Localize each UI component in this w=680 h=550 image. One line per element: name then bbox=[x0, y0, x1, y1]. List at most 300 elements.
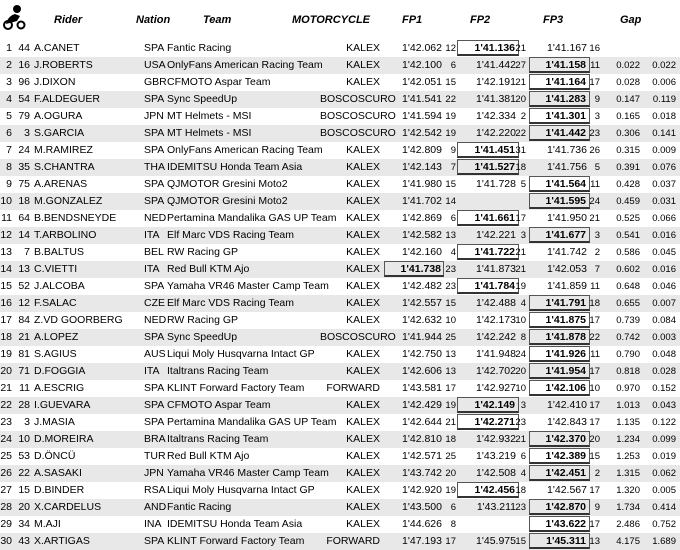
nation-code: RSA bbox=[144, 484, 166, 496]
fp1-laps: 13 bbox=[445, 349, 456, 360]
motorcycle: KALEX bbox=[346, 348, 380, 360]
gap-first: 0.541 bbox=[616, 230, 640, 241]
table-row bbox=[0, 278, 680, 295]
rider-name: J.DIXON bbox=[34, 76, 76, 88]
table-row bbox=[0, 57, 680, 74]
team-name: Liqui Moly Husqvarna Intact GP bbox=[167, 484, 315, 496]
fp3-laps: 3 bbox=[594, 230, 600, 241]
fp2-laps: 20 bbox=[515, 366, 526, 377]
header-rider: Rider bbox=[54, 14, 83, 26]
rider-name: A.LOPEZ bbox=[34, 331, 79, 343]
rider-name: F.ALDEGUER bbox=[34, 93, 100, 105]
gap-previous: 0.045 bbox=[652, 247, 676, 258]
fp2-time: 1'41.728 bbox=[476, 178, 516, 190]
motorcycle: KALEX bbox=[346, 399, 380, 411]
rider-name: X.ARTIGAS bbox=[34, 535, 90, 547]
fp2-laps: 2 bbox=[520, 111, 526, 122]
fp3-time: 1'41.164 bbox=[529, 74, 590, 90]
gap-previous: 0.076 bbox=[652, 162, 676, 173]
fp2-laps: 18 bbox=[515, 162, 526, 173]
fp2-time: 1'41.661 bbox=[457, 210, 519, 226]
motorcycle: KALEX bbox=[346, 212, 380, 224]
team-name: Italtrans Racing Team bbox=[167, 365, 269, 377]
fp2-laps: 23 bbox=[515, 417, 526, 428]
fp3-laps: 17 bbox=[589, 366, 600, 377]
fp2-time: 1'41.873 bbox=[476, 263, 516, 275]
team-name: Yamaha VR46 Master Camp Team bbox=[167, 467, 329, 479]
pos-cell: 17 bbox=[0, 314, 12, 326]
table-row bbox=[0, 295, 680, 312]
rider-number: 81 bbox=[18, 348, 30, 360]
fp3-laps: 9 bbox=[594, 502, 600, 513]
rider-name: S.AGIUS bbox=[34, 348, 77, 360]
fp1-time: 1'42.606 bbox=[402, 365, 442, 377]
team-name: MT Helmets - MSI bbox=[167, 110, 252, 122]
fp2-time: 1'42.149 bbox=[457, 397, 519, 413]
pos-cell: 10 bbox=[0, 195, 12, 207]
fp1-time: 1'42.644 bbox=[402, 416, 442, 428]
gap-previous: 0.016 bbox=[652, 230, 676, 241]
fp2-laps: 22 bbox=[515, 128, 526, 139]
pos-cell: 12 bbox=[0, 229, 12, 241]
fp1-time: 1'47.193 bbox=[402, 535, 442, 547]
nation-code: THA bbox=[144, 161, 165, 173]
gap-first: 0.306 bbox=[616, 128, 640, 139]
team-name: Fantic Racing bbox=[167, 501, 232, 513]
rider-number: 16 bbox=[18, 59, 30, 71]
pos-cell: 4 bbox=[6, 93, 12, 105]
nation-code: TUR bbox=[144, 450, 166, 462]
fp2-time: 1'42.242 bbox=[476, 331, 516, 343]
gap-previous: 0.141 bbox=[652, 128, 676, 139]
fp2-time: 1'41.784 bbox=[457, 278, 519, 294]
gap-first: 1.253 bbox=[616, 451, 640, 462]
fp2-laps: 21 bbox=[515, 247, 526, 258]
fp1-laps: 15 bbox=[445, 77, 456, 88]
gap-first: 0.028 bbox=[616, 77, 640, 88]
motorcycle: KALEX bbox=[346, 144, 380, 156]
gap-first: 0.147 bbox=[616, 94, 640, 105]
motorcycle: KALEX bbox=[346, 416, 380, 428]
fp1-time: 1'41.541 bbox=[402, 93, 442, 105]
motorcycle: KALEX bbox=[346, 195, 380, 207]
table-row bbox=[0, 125, 680, 142]
table-row bbox=[0, 533, 680, 550]
table-row bbox=[0, 448, 680, 465]
gap-first: 4.175 bbox=[616, 536, 640, 547]
rider-name: A.CANET bbox=[34, 42, 80, 54]
motorcycle: BOSCOSCURO bbox=[320, 127, 396, 139]
gap-previous: 0.016 bbox=[652, 264, 676, 275]
fp1-time: 1'42.750 bbox=[402, 348, 442, 360]
fp2-laps: 17 bbox=[515, 213, 526, 224]
rider-number: 75 bbox=[18, 178, 30, 190]
fp1-laps: 19 bbox=[445, 400, 456, 411]
rider-number: 28 bbox=[18, 399, 30, 411]
rider-number: 7 bbox=[24, 246, 30, 258]
fp1-time: 1'42.632 bbox=[402, 314, 442, 326]
fp1-time: 1'42.571 bbox=[402, 450, 442, 462]
pos-cell: 13 bbox=[0, 246, 12, 258]
gap-previous: 0.007 bbox=[652, 298, 676, 309]
gap-first: 0.022 bbox=[616, 60, 640, 71]
team-name: OnlyFans American Racing Team bbox=[167, 144, 323, 156]
fp3-laps: 11 bbox=[590, 179, 600, 190]
pos-cell: 29 bbox=[0, 518, 12, 530]
gap-previous: 0.084 bbox=[652, 315, 676, 326]
rider-name: A.ARENAS bbox=[34, 178, 88, 190]
rider-number: 20 bbox=[18, 501, 30, 513]
team-name: CFMOTO Aspar Team bbox=[167, 76, 271, 88]
header-team: Team bbox=[203, 14, 232, 26]
gap-previous: 0.005 bbox=[652, 485, 676, 496]
table-row bbox=[0, 159, 680, 176]
fp2-time: 1'42.173 bbox=[476, 314, 516, 326]
motorcycle: KALEX bbox=[346, 246, 380, 258]
table-row bbox=[0, 329, 680, 346]
fp3-time: 1'41.158 bbox=[529, 57, 590, 73]
fp3-time: 1'41.756 bbox=[547, 161, 587, 173]
fp3-laps: 2 bbox=[594, 468, 600, 479]
fp2-time: 1'42.702 bbox=[476, 365, 516, 377]
motorcycle: BOSCOSCURO bbox=[320, 93, 396, 105]
fp2-time: 1'41.381 bbox=[476, 93, 516, 105]
team-name: QJMOTOR Gresini Moto2 bbox=[167, 178, 288, 190]
gap-previous: 0.099 bbox=[652, 434, 676, 445]
fp3-time: 1'41.595 bbox=[529, 193, 590, 209]
team-name: Italtrans Racing Team bbox=[167, 433, 269, 445]
team-name: KLINT Forward Factory Team bbox=[167, 382, 305, 394]
fp2-time: 1'42.221 bbox=[476, 229, 516, 241]
rider-name: T.ARBOLINO bbox=[34, 229, 97, 241]
fp3-time: 1'42.567 bbox=[547, 484, 587, 496]
nation-code: ITA bbox=[144, 263, 160, 275]
fp3-time: 1'42.410 bbox=[547, 399, 587, 411]
gap-previous: 0.122 bbox=[652, 417, 676, 428]
motorcycle: KALEX bbox=[346, 229, 380, 241]
team-name: Sync SpeedUp bbox=[167, 93, 238, 105]
rider-name: S.CHANTRA bbox=[34, 161, 95, 173]
motorcycle: BOSCOSCURO bbox=[320, 110, 396, 122]
fp1-laps: 10 bbox=[445, 315, 456, 326]
fp3-laps: 11 bbox=[590, 60, 600, 71]
gap-first: 0.602 bbox=[616, 264, 640, 275]
gap-first: 0.648 bbox=[616, 281, 640, 292]
team-name: CFMOTO Aspar Team bbox=[167, 399, 271, 411]
pos-cell: 11 bbox=[1, 212, 12, 224]
table-row bbox=[0, 414, 680, 431]
rider-number: 43 bbox=[18, 535, 30, 547]
gap-previous: 0.009 bbox=[652, 145, 676, 156]
fp1-laps: 19 bbox=[445, 485, 456, 496]
header-motorcycle: MOTORCYCLE bbox=[292, 14, 371, 26]
gap-previous: 0.066 bbox=[652, 213, 676, 224]
gap-first: 1.315 bbox=[616, 468, 640, 479]
nation-code: ITA bbox=[144, 365, 160, 377]
fp1-laps: 23 bbox=[445, 264, 456, 275]
nation-code: ITA bbox=[144, 229, 160, 241]
fp3-laps: 18 bbox=[589, 298, 600, 309]
fp1-time: 1'41.738 bbox=[384, 261, 444, 277]
motorcycle: KALEX bbox=[346, 178, 380, 190]
gap-first: 0.655 bbox=[616, 298, 640, 309]
pos-cell: 7 bbox=[6, 144, 12, 156]
rider-number: 15 bbox=[18, 484, 30, 496]
fp3-time: 1'41.283 bbox=[529, 91, 590, 107]
gap-first: 0.428 bbox=[616, 179, 640, 190]
fp3-laps: 22 bbox=[589, 332, 600, 343]
fp3-time: 1'42.106 bbox=[529, 380, 590, 396]
gap-previous: 0.028 bbox=[652, 366, 676, 377]
motorcycle: KALEX bbox=[346, 263, 380, 275]
fp2-laps: 10 bbox=[515, 383, 526, 394]
fp1-time: 1'41.980 bbox=[402, 178, 442, 190]
team-name: Fantic Racing bbox=[167, 42, 232, 54]
team-name: QJMOTOR Gresini Moto2 bbox=[167, 195, 288, 207]
pos-cell: 26 bbox=[0, 467, 12, 479]
fp2-laps: 5 bbox=[520, 179, 526, 190]
nation-code: SPA bbox=[144, 280, 165, 292]
fp1-time: 1'43.500 bbox=[402, 501, 442, 513]
motorcycle: KALEX bbox=[346, 314, 380, 326]
fp1-time: 1'42.482 bbox=[402, 280, 442, 292]
fp2-time: 1'45.975 bbox=[476, 535, 516, 547]
nation-code: AND bbox=[144, 501, 167, 513]
gap-previous: 0.006 bbox=[652, 77, 676, 88]
fp3-time: 1'43.622 bbox=[529, 516, 590, 532]
header-gap: Gap bbox=[620, 14, 642, 26]
nation-code: BEL bbox=[144, 246, 164, 258]
fp3-laps: 16 bbox=[589, 43, 600, 54]
motorcycle: BOSCOSCURO bbox=[320, 331, 396, 343]
gap-previous: 0.752 bbox=[652, 519, 676, 530]
rider-name: M.GONZALEZ bbox=[34, 195, 103, 207]
fp1-laps: 6 bbox=[450, 213, 456, 224]
rider-number: 14 bbox=[18, 229, 30, 241]
fp2-laps: 6 bbox=[520, 451, 526, 462]
fp2-time: 1'42.508 bbox=[476, 467, 516, 479]
gap-previous: 0.037 bbox=[652, 179, 676, 190]
pos-cell: 9 bbox=[6, 178, 12, 190]
fp2-time: 1'41.451 bbox=[457, 142, 519, 158]
nation-code: BRA bbox=[144, 433, 166, 445]
fp3-laps: 17 bbox=[589, 417, 600, 428]
nation-code: SPA bbox=[144, 382, 165, 394]
team-name: Yamaha VR46 Master Camp Team bbox=[167, 280, 329, 292]
fp3-laps: 23 bbox=[589, 128, 600, 139]
fp1-time: 1'42.582 bbox=[402, 229, 442, 241]
rider-number: 64 bbox=[18, 212, 30, 224]
fp1-laps: 12 bbox=[445, 43, 456, 54]
rider-name: S.GARCIA bbox=[34, 127, 85, 139]
rider-name: J.ALCOBA bbox=[34, 280, 85, 292]
fp1-laps: 17 bbox=[445, 536, 456, 547]
fp3-laps: 26 bbox=[589, 145, 600, 156]
fp3-time: 1'41.742 bbox=[547, 246, 587, 258]
gap-first: 2.486 bbox=[616, 519, 640, 530]
fp1-time: 1'42.920 bbox=[402, 484, 442, 496]
rider-number: 24 bbox=[18, 144, 30, 156]
rider-name: X.CARDELUS bbox=[34, 501, 102, 513]
fp2-laps: 3 bbox=[520, 230, 526, 241]
table-row bbox=[0, 312, 680, 329]
nation-code: SPA bbox=[144, 42, 165, 54]
fp2-time: 1'42.191 bbox=[476, 76, 516, 88]
rider-name: J.ROBERTS bbox=[34, 59, 93, 71]
fp2-time: 1'41.442 bbox=[476, 59, 516, 71]
fp3-laps: 5 bbox=[594, 162, 600, 173]
fp3-time: 1'45.311 bbox=[529, 533, 590, 549]
fp1-laps: 23 bbox=[445, 281, 456, 292]
gap-previous: 0.022 bbox=[652, 60, 676, 71]
fp2-time: 1'42.271 bbox=[457, 414, 519, 430]
fp2-laps: 24 bbox=[515, 349, 526, 360]
fp3-time: 1'42.053 bbox=[547, 263, 587, 275]
fp1-laps: 9 bbox=[450, 145, 456, 156]
rider-number: 54 bbox=[18, 93, 30, 105]
fp1-laps: 14 bbox=[445, 196, 456, 207]
fp1-laps: 22 bbox=[445, 94, 456, 105]
gap-previous: 0.003 bbox=[652, 332, 676, 343]
fp3-time: 1'41.736 bbox=[547, 144, 587, 156]
fp1-time: 1'42.809 bbox=[402, 144, 442, 156]
fp1-time: 1'41.594 bbox=[402, 110, 442, 122]
fp3-time: 1'41.875 bbox=[529, 312, 590, 328]
fp3-time: 1'41.167 bbox=[547, 42, 587, 54]
rider-number: 84 bbox=[18, 314, 30, 326]
fp3-laps: 17 bbox=[589, 77, 600, 88]
gap-previous: 0.031 bbox=[652, 196, 676, 207]
fp2-laps: 19 bbox=[515, 281, 526, 292]
rider-number: 44 bbox=[18, 42, 30, 54]
rider-number: 12 bbox=[18, 297, 30, 309]
fp3-time: 1'42.843 bbox=[547, 416, 587, 428]
gap-first: 1.234 bbox=[616, 434, 640, 445]
fp2-laps: 21 bbox=[515, 77, 526, 88]
team-name: Pertamina Mandalika GAS UP Team bbox=[167, 212, 337, 224]
fp1-time: 1'42.557 bbox=[402, 297, 442, 309]
team-name: RW Racing GP bbox=[167, 246, 238, 258]
fp3-time: 1'41.954 bbox=[529, 363, 590, 379]
fp1-laps: 7 bbox=[450, 162, 456, 173]
rider-number: 3 bbox=[24, 127, 30, 139]
table-row bbox=[0, 431, 680, 448]
fp2-laps: 20 bbox=[515, 94, 526, 105]
fp1-time: 1'42.869 bbox=[402, 212, 442, 224]
rider-name: D.MOREIRA bbox=[34, 433, 94, 445]
team-name: Liqui Moly Husqvarna Intact GP bbox=[167, 348, 315, 360]
pos-cell: 28 bbox=[0, 501, 12, 513]
motorcycle: KALEX bbox=[346, 501, 380, 513]
table-row bbox=[0, 227, 680, 244]
fp1-laps: 15 bbox=[445, 179, 456, 190]
nation-code: GBR bbox=[144, 76, 167, 88]
fp1-laps: 17 bbox=[445, 383, 456, 394]
fp2-laps: 4 bbox=[520, 468, 526, 479]
fp2-time: 1'42.334 bbox=[476, 110, 516, 122]
pos-cell: 30 bbox=[0, 535, 12, 547]
pos-cell: 15 bbox=[0, 280, 12, 292]
fp3-time: 1'42.389 bbox=[529, 448, 590, 464]
team-name: Pertamina Mandalika GAS UP Team bbox=[167, 416, 337, 428]
rider-name: B.BALTUS bbox=[34, 246, 84, 258]
table-row bbox=[0, 380, 680, 397]
nation-code: AUS bbox=[144, 348, 166, 360]
team-name: OnlyFans American Racing Team bbox=[167, 59, 323, 71]
pos-cell: 27 bbox=[0, 484, 12, 496]
gap-previous: 0.018 bbox=[652, 111, 676, 122]
fp3-laps: 20 bbox=[589, 434, 600, 445]
pos-cell: 22 bbox=[0, 399, 12, 411]
fp1-laps: 4 bbox=[450, 247, 456, 258]
fp3-time: 1'41.564 bbox=[529, 176, 590, 192]
fp3-time: 1'41.926 bbox=[529, 346, 590, 362]
fp2-time: 1'42.932 bbox=[476, 433, 516, 445]
pos-cell: 21 bbox=[0, 382, 12, 394]
fp2-time: 1'42.488 bbox=[476, 297, 516, 309]
fp1-time: 1'42.810 bbox=[402, 433, 442, 445]
fp1-laps: 25 bbox=[445, 451, 456, 462]
fp2-laps: 21 bbox=[515, 43, 526, 54]
motorcycle-rider-icon bbox=[2, 4, 26, 30]
team-name: Red Bull KTM Ajo bbox=[167, 450, 250, 462]
gap-previous: 0.152 bbox=[652, 383, 676, 394]
table-row bbox=[0, 210, 680, 227]
nation-code: SPA bbox=[144, 416, 165, 428]
gap-first: 0.525 bbox=[616, 213, 640, 224]
fp3-laps: 21 bbox=[589, 213, 600, 224]
fp3-laps: 24 bbox=[589, 196, 600, 207]
rider-name: J.MASIA bbox=[34, 416, 75, 428]
fp3-laps: 7 bbox=[594, 264, 600, 275]
pos-cell: 25 bbox=[0, 450, 12, 462]
rider-number: 11 bbox=[19, 382, 30, 394]
fp2-laps: 31 bbox=[515, 145, 526, 156]
fp2-time: 1'41.527 bbox=[457, 159, 519, 175]
nation-code: SPA bbox=[144, 331, 165, 343]
team-name: KLINT Forward Factory Team bbox=[167, 535, 305, 547]
pos-cell: 20 bbox=[0, 365, 12, 377]
rider-name: I.GUEVARA bbox=[34, 399, 91, 411]
fp1-time: 1'43.581 bbox=[402, 382, 442, 394]
gap-first: 1.013 bbox=[616, 400, 640, 411]
fp2-laps: 21 bbox=[515, 434, 526, 445]
fp1-laps: 15 bbox=[445, 298, 456, 309]
fp3-laps: 17 bbox=[589, 315, 600, 326]
nation-code: SPA bbox=[144, 127, 165, 139]
fp1-time: 1'43.742 bbox=[402, 467, 442, 479]
rider-name: A.SASAKI bbox=[34, 467, 82, 479]
team-name: Elf Marc VDS Racing Team bbox=[167, 297, 295, 309]
fp3-laps: 17 bbox=[589, 519, 600, 530]
rider-number: 52 bbox=[18, 280, 30, 292]
motorcycle: KALEX bbox=[346, 484, 380, 496]
fp3-laps: 11 bbox=[590, 281, 600, 292]
fp2-time: 1'42.927 bbox=[476, 382, 516, 394]
table-row bbox=[0, 142, 680, 159]
nation-code: SPA bbox=[144, 535, 165, 547]
rider-name: A.ESCRIG bbox=[34, 382, 85, 394]
gap-first: 0.165 bbox=[616, 111, 640, 122]
motorcycle: KALEX bbox=[346, 280, 380, 292]
fp1-laps: 19 bbox=[445, 128, 456, 139]
motorcycle: KALEX bbox=[346, 365, 380, 377]
fp3-laps: 11 bbox=[590, 349, 600, 360]
fp3-time: 1'41.442 bbox=[529, 125, 590, 141]
fp3-laps: 2 bbox=[594, 247, 600, 258]
fp2-time: 1'41.136 bbox=[457, 40, 519, 56]
fp3-laps: 10 bbox=[589, 383, 600, 394]
